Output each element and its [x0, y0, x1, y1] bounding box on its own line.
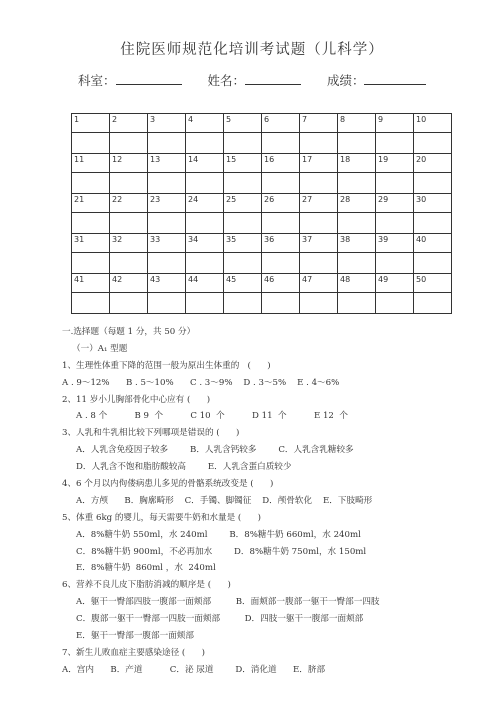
- answer-cell[interactable]: [110, 173, 148, 194]
- grid-number-row: [72, 154, 452, 173]
- question-number-cell: 32: [110, 234, 148, 253]
- answer-cell[interactable]: [186, 173, 224, 194]
- answer-cell[interactable]: [414, 293, 452, 314]
- answer-options-line: A．躯干一臀部四肢一腹部一面颊部 B．面颊部一腹部一躯干一臀部一四肢: [76, 597, 380, 608]
- question-number-cell: 21: [72, 194, 110, 213]
- name-label: 姓名：: [207, 73, 245, 88]
- grid-answer-row: [72, 293, 452, 314]
- answer-cell[interactable]: [338, 253, 376, 274]
- answer-cell[interactable]: [338, 133, 376, 154]
- question-number-cell: 27: [300, 194, 338, 213]
- question-line: 2、11 岁小儿胸部骨化中心应有 ( ): [62, 394, 211, 405]
- question-number-cell: 9: [376, 114, 414, 133]
- answer-cell[interactable]: [110, 133, 148, 154]
- question-number-cell: 3: [148, 114, 186, 133]
- answer-cell[interactable]: [72, 173, 110, 194]
- answer-cell[interactable]: [338, 173, 376, 194]
- answer-cell[interactable]: [110, 253, 148, 274]
- question-number-cell: 15: [224, 154, 262, 173]
- question-number-cell: 6: [262, 114, 300, 133]
- grid-answer-row: [72, 173, 452, 194]
- answer-cell[interactable]: [186, 213, 224, 234]
- answer-cell[interactable]: [110, 213, 148, 234]
- question-number-cell: 17: [300, 154, 338, 173]
- question-line: A．宫内 B．产道 C．泌 尿道 D．消化道 E．脐部: [62, 664, 326, 675]
- answer-cell[interactable]: [72, 133, 110, 154]
- question-number-cell: 47: [300, 274, 338, 293]
- answer-cell[interactable]: [414, 133, 452, 154]
- question-line: 1、生理性体重下降的范围一般为原出生体重的 ( ): [62, 360, 271, 371]
- question-number-cell: 20: [414, 154, 452, 173]
- answer-cell[interactable]: [224, 253, 262, 274]
- department-label: 科室：: [78, 73, 116, 88]
- question-line: A . 9～12% B . 5～10% C . 3～9% D . 3～5% E . 4～6%: [62, 377, 340, 388]
- answer-cell[interactable]: [414, 253, 452, 274]
- answer-cell[interactable]: [186, 253, 224, 274]
- question-line: 7、新生儿败血症主要感染途径 ( ): [62, 647, 206, 658]
- question-number-cell: 36: [262, 234, 300, 253]
- answer-cell[interactable]: [376, 253, 414, 274]
- question-number-cell: 34: [186, 234, 224, 253]
- grid-number-row: [72, 234, 452, 253]
- grid-answer-row: [72, 133, 452, 154]
- answer-cell[interactable]: [300, 293, 338, 314]
- answer-cell[interactable]: [414, 213, 452, 234]
- answer-cell[interactable]: [72, 253, 110, 274]
- question-number-cell: 8: [338, 114, 376, 133]
- question-line: 4、6 个月以内佝偻病患儿多见的骨骼系统改变是 ( ): [62, 479, 274, 490]
- name-blank[interactable]: [245, 73, 301, 85]
- score-blank[interactable]: [364, 73, 426, 85]
- answer-options-line: A．8%糖牛奶 550ml，水 240ml B．8%糖牛奶 660ml，水 240ml: [76, 529, 361, 540]
- answer-cell[interactable]: [148, 293, 186, 314]
- question-number-cell: 16: [262, 154, 300, 173]
- answer-cell[interactable]: [110, 293, 148, 314]
- answer-options-line: E．躯干一臀部一腹部一面颊部: [76, 631, 194, 642]
- answer-cell[interactable]: [300, 133, 338, 154]
- answer-cell[interactable]: [262, 173, 300, 194]
- header-fields: [78, 71, 426, 89]
- answer-cell[interactable]: [224, 213, 262, 234]
- answer-cell[interactable]: [300, 173, 338, 194]
- question-line: 3、人乳和牛乳相比较下列哪项是错误的 ( ): [62, 428, 240, 439]
- question-number-cell: 26: [262, 194, 300, 213]
- answer-cell[interactable]: [262, 253, 300, 274]
- question-number-cell: 37: [300, 234, 338, 253]
- answer-cell[interactable]: [262, 133, 300, 154]
- question-number-cell: 30: [414, 194, 452, 213]
- question-number-cell: 11: [72, 154, 110, 173]
- question-number-cell: 18: [338, 154, 376, 173]
- question-number-cell: 1: [72, 114, 110, 133]
- answer-cell[interactable]: [186, 133, 224, 154]
- question-number-cell: 2: [110, 114, 148, 133]
- question-line: 5、体重 6kg 的婴儿，每天需要牛奶和水量是 ( ): [62, 512, 262, 523]
- answer-grid: [71, 113, 452, 314]
- answer-cell[interactable]: [148, 133, 186, 154]
- grid-number-row: [72, 274, 452, 293]
- answer-options-line: C．8%糖牛奶 900ml，不必再加水 D．8%糖牛奶 750ml，水 150ml: [76, 546, 367, 557]
- question-number-cell: 43: [148, 274, 186, 293]
- question-number-cell: 40: [414, 234, 452, 253]
- answer-options-line: A．人乳含免疫因子较多 B．人乳含钙较多 C．人乳含乳糖较多: [76, 445, 354, 456]
- question-number-cell: 19: [376, 154, 414, 173]
- answer-cell[interactable]: [262, 293, 300, 314]
- question-line: 6、营养不良儿皮下脂肪消减的顺序是 ( ): [62, 580, 231, 591]
- answer-cell[interactable]: [262, 213, 300, 234]
- question-number-cell: 46: [262, 274, 300, 293]
- question-number-cell: 4: [186, 114, 224, 133]
- question-number-cell: 10: [414, 114, 452, 133]
- answer-cell[interactable]: [148, 253, 186, 274]
- question-number-cell: 28: [338, 194, 376, 213]
- answer-cell[interactable]: [338, 293, 376, 314]
- answer-cell[interactable]: [376, 213, 414, 234]
- question-number-cell: 33: [148, 234, 186, 253]
- answer-options-line: A．方颅 B．胸廓畸形 C．手镯、脚镯征 D．颅骨软化 E．下肢畸形: [76, 495, 373, 506]
- section-heading: 一.选择题（每题 1 分，共 50 分）: [62, 327, 196, 337]
- question-number-cell: 13: [148, 154, 186, 173]
- answer-cell[interactable]: [300, 253, 338, 274]
- question-number-cell: 48: [338, 274, 376, 293]
- question-number-cell: 39: [376, 234, 414, 253]
- question-number-cell: 29: [376, 194, 414, 213]
- answer-cell[interactable]: [376, 293, 414, 314]
- answer-cell[interactable]: [376, 133, 414, 154]
- question-number-cell: 12: [110, 154, 148, 173]
- score-label: 成绩：: [326, 73, 365, 88]
- answer-options-line: D．人乳含不饱和脂肪酸较高 E．人乳含蛋白质较少: [76, 462, 292, 473]
- answer-cell[interactable]: [186, 293, 224, 314]
- question-number-cell: 45: [224, 274, 262, 293]
- department-blank[interactable]: [116, 73, 182, 85]
- question-number-cell: 42: [110, 274, 148, 293]
- exam-title: 住院医师规范化培训考试题（儿科学）: [120, 42, 384, 58]
- answer-options-line: E．8%糖牛奶 860ml ，水 240ml: [76, 563, 216, 574]
- answer-cell[interactable]: [224, 293, 262, 314]
- answer-options-line: A . 8 个 B 9 个 C 10 个 D 11 个 E 12 个: [76, 411, 348, 422]
- answer-cell[interactable]: [338, 213, 376, 234]
- question-number-cell: 22: [110, 194, 148, 213]
- grid-answer-row: [72, 213, 452, 234]
- question-number-cell: 44: [186, 274, 224, 293]
- answer-cell[interactable]: [224, 173, 262, 194]
- answer-cell[interactable]: [300, 213, 338, 234]
- grid-number-row: [72, 114, 452, 133]
- question-section: [62, 324, 492, 679]
- question-number-cell: 7: [300, 114, 338, 133]
- question-number-cell: 41: [72, 274, 110, 293]
- grid-number-row: [72, 194, 452, 213]
- question-number-cell: 25: [224, 194, 262, 213]
- question-number-cell: 5: [224, 114, 262, 133]
- answer-cell[interactable]: [224, 133, 262, 154]
- answer-cell[interactable]: [148, 173, 186, 194]
- question-number-cell: 14: [186, 154, 224, 173]
- question-number-cell: 38: [338, 234, 376, 253]
- answer-cell[interactable]: [414, 173, 452, 194]
- section-subheading: （一）A₁ 型题: [72, 343, 128, 354]
- question-number-cell: 23: [148, 194, 186, 213]
- grid-answer-row: [72, 253, 452, 274]
- question-number-cell: 50: [414, 274, 452, 293]
- question-number-cell: 49: [376, 274, 414, 293]
- answer-options-line: C．腹部一躯干一臀部一四肢一面颊部 D．四肢一躯干一腹部一面颊部: [76, 614, 364, 625]
- question-number-cell: 31: [72, 234, 110, 253]
- answer-cell[interactable]: [148, 213, 186, 234]
- answer-cell[interactable]: [72, 293, 110, 314]
- question-number-cell: 35: [224, 234, 262, 253]
- answer-cell[interactable]: [72, 213, 110, 234]
- answer-cell[interactable]: [376, 173, 414, 194]
- question-number-cell: 24: [186, 194, 224, 213]
